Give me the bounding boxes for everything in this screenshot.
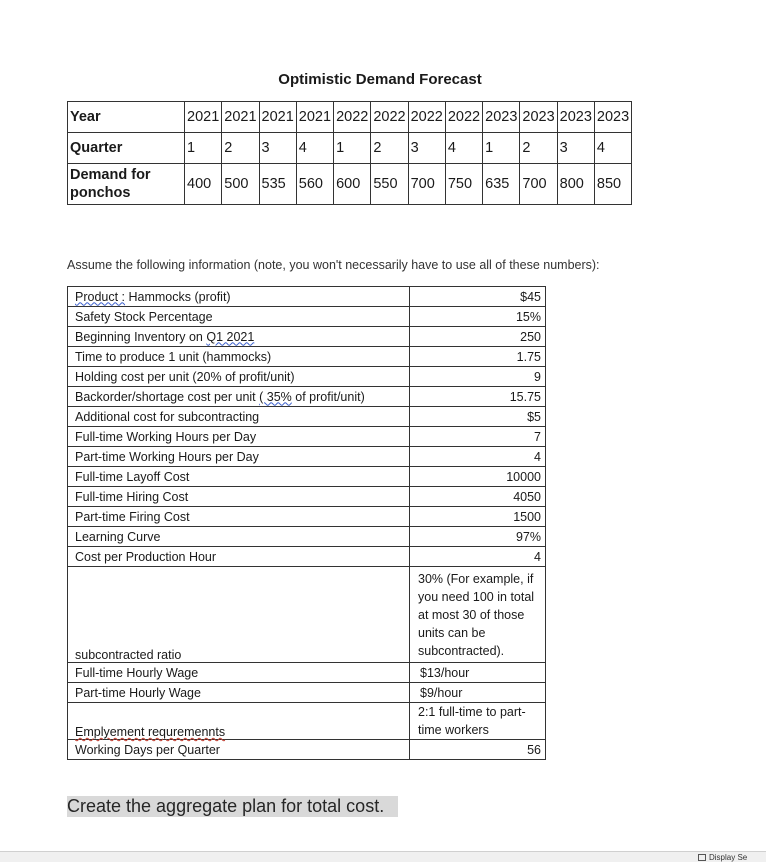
quarter-cell: 2 (520, 133, 557, 164)
param-value: 9 (410, 367, 546, 387)
param-row-ft-hours (68, 427, 546, 447)
param-row-subcontract-cost (68, 407, 546, 427)
display-settings-icon (698, 854, 706, 861)
demand-cell: 635 (483, 164, 520, 205)
param-label: Part-time Firing Cost (68, 507, 410, 527)
quarter-cell: 2 (222, 133, 259, 164)
year-cell: 2023 (520, 102, 557, 133)
parameters-table (67, 286, 546, 760)
demand-cell: 700 (520, 164, 557, 205)
param-value: 1.75 (410, 347, 546, 367)
demand-forecast-table (67, 101, 632, 205)
param-value: 4 (410, 447, 546, 467)
product-label-rest: Hammocks (profit) (125, 289, 231, 304)
forecast-title: Optimistic Demand Forecast (278, 71, 482, 88)
param-label: Part-time Hourly Wage (68, 683, 410, 703)
param-label: Holding cost per unit (20% of profit/unit) (68, 367, 410, 387)
status-bar (0, 851, 766, 862)
backorder-label-mid: ( 35% (259, 389, 292, 404)
quarter-cell: 3 (557, 133, 594, 164)
param-label: Cost per Production Hour (68, 547, 410, 567)
param-row-pt-hours (68, 447, 546, 467)
param-label (68, 327, 410, 347)
demand-cell: 800 (557, 164, 594, 205)
quarter-cell: 1 (334, 133, 371, 164)
param-value: 7 (410, 427, 546, 447)
param-row-subcontract-ratio (68, 567, 546, 663)
param-label: subcontracted ratio (68, 567, 410, 663)
demand-cell: 400 (185, 164, 222, 205)
param-label: Full-time Working Hours per Day (68, 427, 410, 447)
param-row-time-produce (68, 347, 546, 367)
year-cell: 2023 (557, 102, 594, 133)
quarter-cell: 4 (594, 133, 631, 164)
param-row-safety-stock (68, 307, 546, 327)
year-cell: 2021 (259, 102, 296, 133)
param-row-learning-curve (68, 527, 546, 547)
param-label (68, 703, 410, 740)
param-label (68, 287, 410, 307)
param-row-ft-layoff (68, 467, 546, 487)
param-value: 97% (410, 527, 546, 547)
quarter-cell: 3 (259, 133, 296, 164)
demand-cell: 560 (296, 164, 333, 205)
param-label (68, 387, 410, 407)
param-value: 1500 (410, 507, 546, 527)
demand-cell: 500 (222, 164, 259, 205)
param-value: $5 (410, 407, 546, 427)
year-cell: 2022 (371, 102, 408, 133)
param-label: Working Days per Quarter (68, 740, 410, 760)
demand-row (68, 164, 632, 205)
quarter-cell: 2 (371, 133, 408, 164)
param-label: Additional cost for subcontracting (68, 407, 410, 427)
display-settings-label: Display Se (709, 853, 748, 862)
demand-cell: 550 (371, 164, 408, 205)
param-row-pt-wage (68, 683, 546, 703)
year-header: Year (68, 102, 185, 133)
param-row-beginning-inventory (68, 327, 546, 347)
quarter-row (68, 133, 632, 164)
param-row-ft-hiring (68, 487, 546, 507)
quarter-cell: 3 (408, 133, 445, 164)
param-label: Safety Stock Percentage (68, 307, 410, 327)
param-label: Full-time Hourly Wage (68, 663, 410, 683)
beginning-inventory-quarter: Q1 2021 (206, 329, 255, 344)
param-row-employment (68, 703, 546, 740)
param-row-product (68, 287, 546, 307)
param-value: $9/hour (410, 683, 546, 703)
param-row-backorder (68, 387, 546, 407)
year-cell: 2023 (594, 102, 631, 133)
year-cell: 2022 (334, 102, 371, 133)
demand-cell: 535 (259, 164, 296, 205)
year-cell: 2022 (408, 102, 445, 133)
demand-cell: 600 (334, 164, 371, 205)
param-value: 15% (410, 307, 546, 327)
param-label: Part-time Working Hours per Day (68, 447, 410, 467)
param-label: Learning Curve (68, 527, 410, 547)
param-value: 30% (For example, if you need 100 in total at most 30 of those units can be subcontracted). (410, 567, 546, 663)
param-value: 250 (410, 327, 546, 347)
param-value: 15.75 (410, 387, 546, 407)
param-value: 2:1 full-time to part-time workers (410, 703, 546, 740)
param-row-working-days (68, 740, 546, 760)
demand-header: Demand for ponchos (68, 164, 185, 205)
param-row-pt-firing (68, 507, 546, 527)
param-value: $45 (410, 287, 546, 307)
year-cell: 2021 (296, 102, 333, 133)
param-row-holding-cost (68, 367, 546, 387)
employment-label: Emplyement requremennts (75, 725, 226, 739)
param-label: Full-time Layoff Cost (68, 467, 410, 487)
product-label-prefix: Product : (75, 289, 126, 304)
param-value: 10000 (410, 467, 546, 487)
year-row (68, 102, 632, 133)
demand-cell: 850 (594, 164, 631, 205)
assumption-text: Assume the following information (note, you won't necessarily have to use all of these numbers): (67, 258, 600, 272)
param-label: Time to produce 1 unit (hammocks) (68, 347, 410, 367)
year-cell: 2023 (483, 102, 520, 133)
param-row-cost-hour (68, 547, 546, 567)
param-row-ft-wage (68, 663, 546, 683)
quarter-cell: 4 (445, 133, 482, 164)
param-value: $13/hour (410, 663, 546, 683)
quarter-cell: 4 (296, 133, 333, 164)
year-cell: 2022 (445, 102, 482, 133)
backorder-label-prefix: Backorder/shortage cost per unit (75, 389, 260, 404)
quarter-cell: 1 (185, 133, 222, 164)
year-cell: 2021 (222, 102, 259, 133)
year-cell: 2021 (185, 102, 222, 133)
instruction-text: Create the aggregate plan for total cost. (67, 796, 398, 817)
param-value: 4050 (410, 487, 546, 507)
param-label: Full-time Hiring Cost (68, 487, 410, 507)
quarter-header: Quarter (68, 133, 185, 164)
param-value: 56 (410, 740, 546, 760)
demand-cell: 750 (445, 164, 482, 205)
beginning-inventory-prefix: Beginning Inventory on (75, 329, 207, 344)
quarter-cell: 1 (483, 133, 520, 164)
backorder-label-rest: of profit/unit) (291, 389, 365, 404)
demand-cell: 700 (408, 164, 445, 205)
param-value: 4 (410, 547, 546, 567)
